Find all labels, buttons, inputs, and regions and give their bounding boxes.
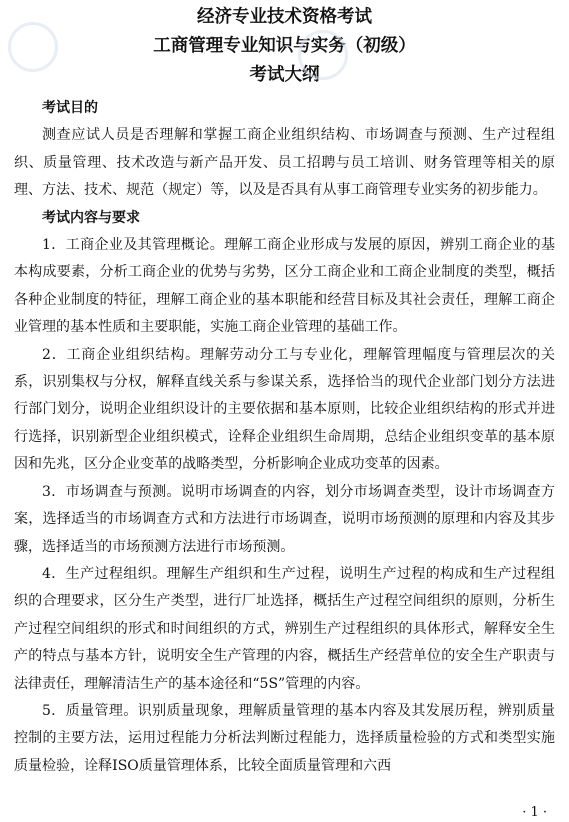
page-number: · 1 · (522, 805, 547, 820)
item-2-paragraph: 2．工商企业组织结构。理解劳动分工与专业化，理解管理幅度与管理层次的关系，识别集权与分权，解释直线关系与参谋关系，选择恰当的现代企业部门划分方法进行部门划分，说明企业组织设计的主要依据和基本原则，比较企业组织结构的形式并进行选择，识别新型企业组织模式，诠释企业组织生命周期，总结企业组织变革的基本原因和先兆，区分企业变革的战略类型，分析影响企业成功变革的因素。 (14, 346, 555, 473)
item-5-paragraph: 5．质量管理。识别质量现象，理解质量管理的基本内容及其发展历程，辨别质量控制的主要方法，运用过程能力分析法判断过程能力，选择质量检验的方式和类型实施质量检验，诠释ISO质量管理体系，比较全面质量管理和六西 (14, 702, 555, 774)
title-line-1: 经济专业技术资格考试 (197, 7, 372, 27)
title-line-2: 工商管理专业知识与实务（初级） (153, 36, 416, 56)
title-line-3: 考试大纲 (249, 65, 320, 85)
item-4-paragraph: 4．生产过程组织。理解生产组织和生产过程，说明生产过程的构成和生产过程组织的合理要求，区分生产类型，进行厂址选择，概括生产过程空间组织的原则，分析生产过程空间组织的形式和时间组织的方式，辨别生产过程组织的具体形式，解释安全生产的特点与基本方针，说明安全生产管理的内容，概括生产经营单位的安全生产职责与法律责任，理解清洁生产的基本途径和“5S”管理的内容。 (14, 565, 555, 692)
purpose-heading: 考试目的 (42, 100, 98, 116)
item-3-paragraph: 3．市场调查与预测。说明市场调查的内容，划分市场调查类型，设计市场调查方案，选择适当的市场调查方式和方法进行市场调查，说明市场预测的原理和内容及其步骤，选择适当的市场预测方法进行市场预测。 (14, 483, 555, 555)
document-header (0, 0, 569, 90)
content-heading: 考试内容与要求 (42, 209, 140, 226)
document-body (14, 95, 555, 780)
purpose-paragraph: 测查应试人员是否理解和掌握工商企业组织结构、市场调查与预测、生产过程组织、质量管理、技术改造与新产品开发、员工招聘与员工培训、财务管理等相关的原理、方法、技术、规范（规定）等，以及是否具有从事工商管理专业实务的初步能力。 (14, 127, 555, 199)
item-1-paragraph: 1．工商企业及其管理概论。理解工商企业形成与发展的原因，辨别工商企业的基本构成要素，分析工商企业的优势与劣势，区分工商企业和工商企业制度的类型，概括各种企业制度的特征，理解工商企业的基本职能和经营目标及其社会责任，理解工商企业管理的基本性质和主要职能，实施工商企业管理的基础工作。 (14, 237, 555, 336)
